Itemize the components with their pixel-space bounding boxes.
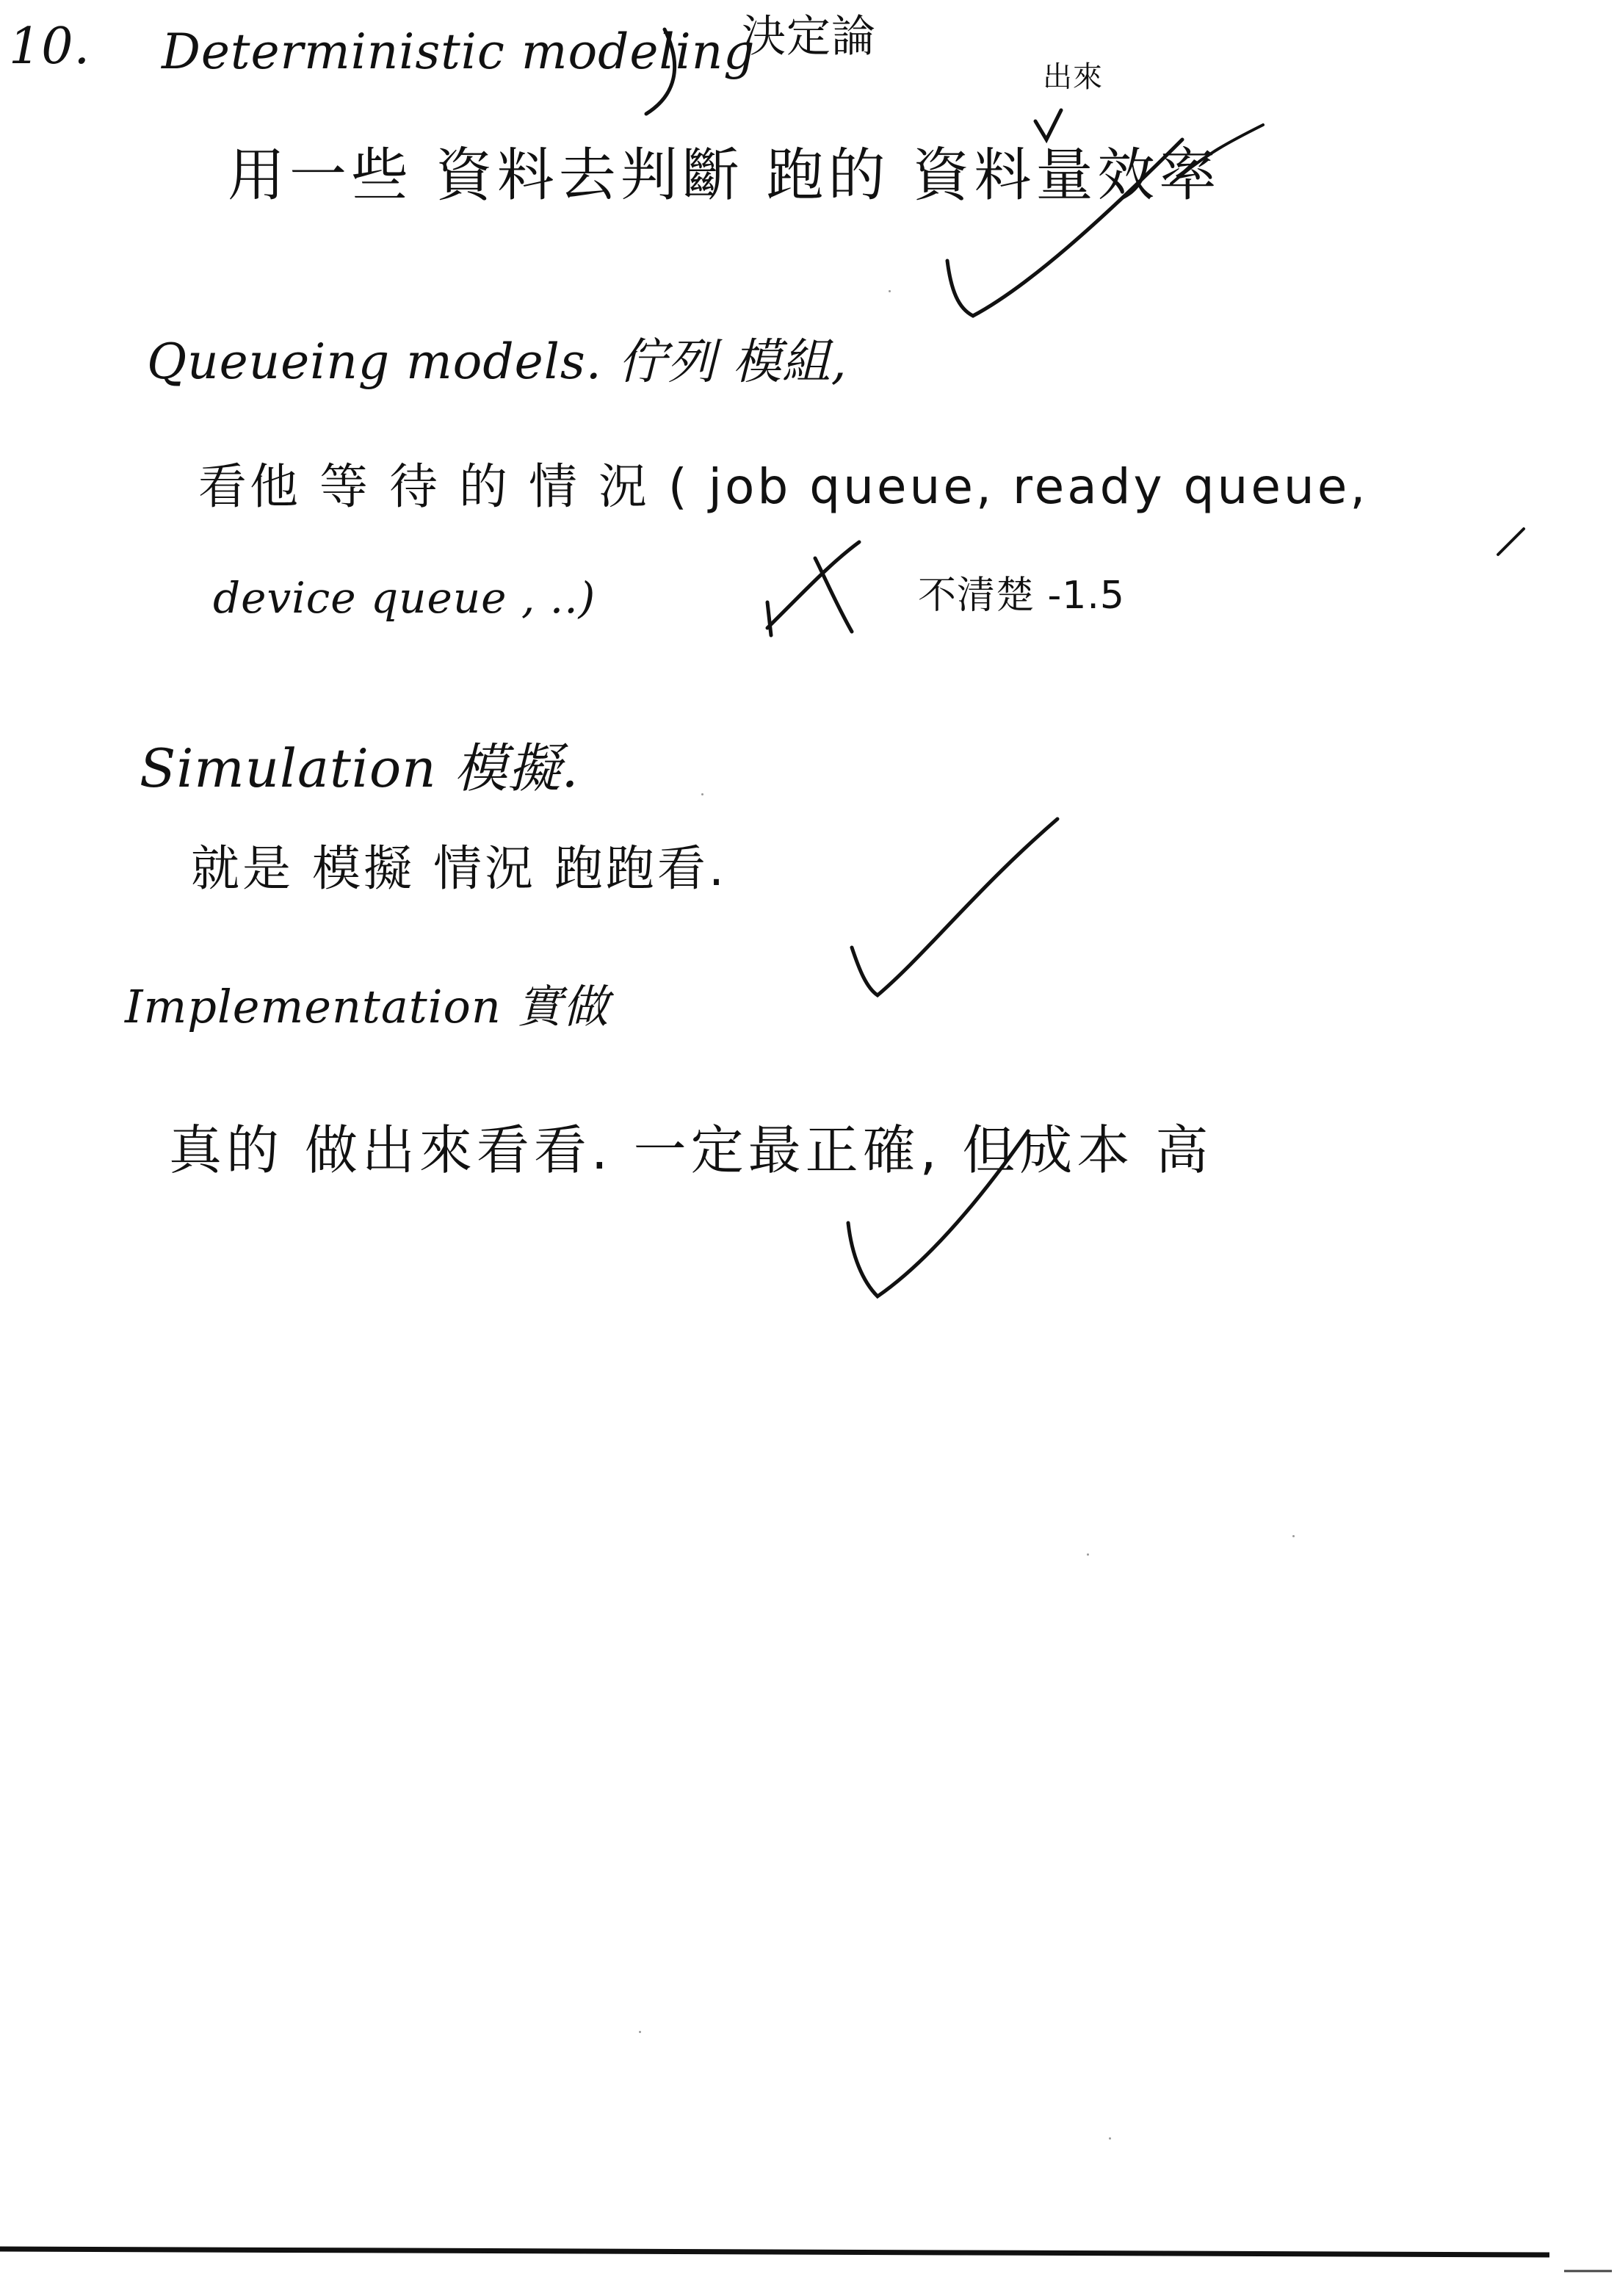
pen-stroke xyxy=(1498,529,1524,555)
bottom-rule xyxy=(0,2249,1549,2255)
queueing-body-line: device queue , ..) xyxy=(213,573,596,623)
insertion-note: 出來 xyxy=(1043,60,1103,94)
implementation-heading: Implementation 實做 xyxy=(125,980,609,1033)
simulation-heading: Simulation 模擬. xyxy=(140,737,579,799)
scan-speck xyxy=(639,2031,641,2033)
scan-speck xyxy=(889,290,891,292)
queueing-heading: Queueing models. 佇列 模組, xyxy=(147,333,847,390)
scan-speck xyxy=(1087,1553,1089,1556)
scan-speck xyxy=(701,793,703,795)
scan-speck xyxy=(1109,2137,1111,2140)
deterministic-heading: Deterministic modeling xyxy=(162,24,756,80)
cross-mark xyxy=(767,602,771,635)
simulation-body-line: 就是 模擬 情況 跑跑看. xyxy=(191,840,727,897)
deterministic-body-line: 用一些 資料去判斷 跑的 資料量效率 xyxy=(228,142,1221,209)
grade-deduction-note: 不清楚 -1.5 xyxy=(918,574,1125,618)
queueing-body-line: 看他 等 待 的 情 況 ( job queue, ready queue, xyxy=(198,458,1369,515)
cross-mark xyxy=(767,542,859,628)
check-mark xyxy=(852,819,1057,995)
cross-mark xyxy=(815,558,852,632)
insertion-caret xyxy=(1035,110,1061,140)
deterministic-heading-note: 決定論 xyxy=(742,11,876,62)
question-number: 10. xyxy=(9,18,91,76)
implementation-body-line: 真的 做出來看看. 一定最正確, 但成本 高 xyxy=(169,1119,1213,1181)
scan-speck xyxy=(1292,1535,1295,1537)
